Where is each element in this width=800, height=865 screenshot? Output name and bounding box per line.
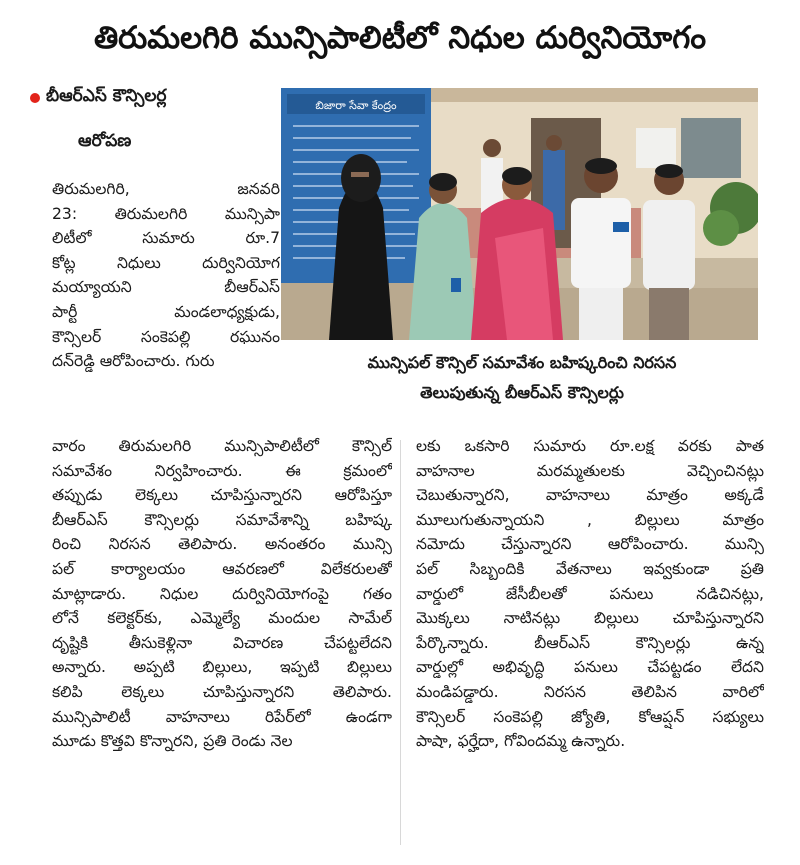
caption-line-2: తెలుపుతున్న బీఆర్ఎస్ కౌన్సిలర్లు xyxy=(420,383,624,402)
photo-caption xyxy=(292,348,752,408)
body-line: మున్సిపాలిటీ వాహనాలు రిపేర్‌లో ఉండగా xyxy=(52,707,392,726)
body-column-right xyxy=(416,434,764,754)
signboard-text: బిజారా సేవా కేంద్రం xyxy=(315,99,397,112)
body-column-left-top xyxy=(52,177,280,374)
body-line: లకు ఒకసారి సుమారు రూ.లక్ష వరకు పాత xyxy=(416,437,764,455)
article-headline: తిరుమలగిరి మున్సిపాలిటీలో నిధుల దుర్వినియోగం xyxy=(93,20,707,56)
body-line: వారం తిరుమలగిరి మున్సిపాలిటీలో కౌన్సిల్ xyxy=(52,437,392,455)
body-line: మొక్కలు నాటినట్లు బిల్లులు చూపిస్తున్నారని xyxy=(416,609,764,628)
body-line: బీఆర్ఎస్ కౌన్సిలర్లు సమావేశాన్ని బహిష్క xyxy=(52,510,392,529)
body-line: కౌన్సిలర్ సంకెపల్లి రఘునం xyxy=(52,327,280,346)
body-line: పల్ కార్యాలయం ఆవరణలో విలేకరులతో xyxy=(52,559,392,578)
body-line: 23: తిరుమలగిరి మున్సిపా xyxy=(52,204,280,223)
body-line: పాషా, ఫర్హేదా, గోవిందమ్మ ఉన్నారు. xyxy=(416,732,626,751)
body-line: కలిపి లెక్కలు చూపిస్తున్నారని తెలిపారు. xyxy=(52,682,392,701)
body-line: దన్‌రెడ్డి ఆరోపించారు. గురు xyxy=(52,352,215,371)
body-line: సమావేశం నిర్వహించారు. ఈ క్రమంలో xyxy=(52,461,392,480)
body-line: లోనే కలెక్టర్‌కు, ఎమ్మెల్యే మందుల సామేల్ xyxy=(52,609,392,628)
news-photo xyxy=(281,88,758,340)
body-line: నమోదు చేస్తున్నారని ఆరోపించారు. మున్సి xyxy=(416,535,764,554)
body-line: పార్టీ మండలాధ్యక్షుడు, xyxy=(52,302,280,321)
body-line: మండిపడ్డారు. నిరసన తెలిపిన వారిలో xyxy=(416,682,764,701)
caption-line-1: మున్సిపల్ కౌన్సిల్ సమావేశం బహిష్కరించి నిరసన xyxy=(367,353,677,372)
column-divider xyxy=(400,440,401,845)
body-column-left-bottom xyxy=(52,434,392,754)
body-line: మూలుగుతున్నాయని , బిల్లులు మాత్రం xyxy=(416,510,764,529)
subheading-line-1: బీఆర్ఎస్ కౌన్సిలర్ల xyxy=(46,86,167,106)
subheading-line-2: ఆరోపణ xyxy=(78,131,132,151)
body-line: పల్ సిబ్బందికి వేతనాలు ఇవ్వకుండా ప్రతి xyxy=(416,559,764,578)
body-line: కౌన్సిలర్ సంకెపల్లి జ్యోతి, కోఆప్షన్ సభ్యులు xyxy=(416,707,764,726)
body-line: తప్పుడు లెక్కలు చూపిస్తున్నారని ఆరోపిస్తూ xyxy=(52,486,392,505)
body-line: దృష్టికి తీసుకెళ్లినా విచారణ చేపట్టలేదని xyxy=(52,633,392,652)
body-line: చెబుతున్నారని, వాహనాలు మాత్రం అక్కడే xyxy=(416,486,764,505)
body-line: అన్నారు. అప్పటి బిల్లులు, ఇప్పటి బిల్లులు xyxy=(52,658,392,677)
body-line: వార్డులో జేసీబీలతో పనులు నడిచినట్లు, xyxy=(416,584,764,603)
body-line: పేర్కొన్నారు. బీఆర్ఎస్ కౌన్సిలర్లు ఉన్న xyxy=(416,633,764,652)
body-line: మూడు కొత్తవి కొన్నారని, ప్రతి రెండు నెల xyxy=(52,732,293,751)
body-line: కోట్ల నిధులు దుర్వినియోగ xyxy=(52,253,280,272)
body-line: రించి నిరసన తెలిపారు. అనంతరం మున్సి xyxy=(52,535,392,554)
body-line: వార్డుల్లో అభివృద్ధి పనులు చేపట్టడం లేదని xyxy=(416,658,764,677)
body-line: లిటీలో సుమారు రూ.7 xyxy=(52,229,280,248)
body-line: వాహనాల మరమ్మతులకు వెచ్చించినట్లు xyxy=(416,461,764,480)
body-line: మాట్లాడారు. నిధుల దుర్వినియోగంపై గతం xyxy=(52,584,392,603)
body-line: మయ్యాయని బీఆర్ఎస్ xyxy=(52,278,280,297)
bullet-dot xyxy=(30,93,40,103)
body-line: తిరుమలగిరి, జనవరి xyxy=(52,180,280,198)
